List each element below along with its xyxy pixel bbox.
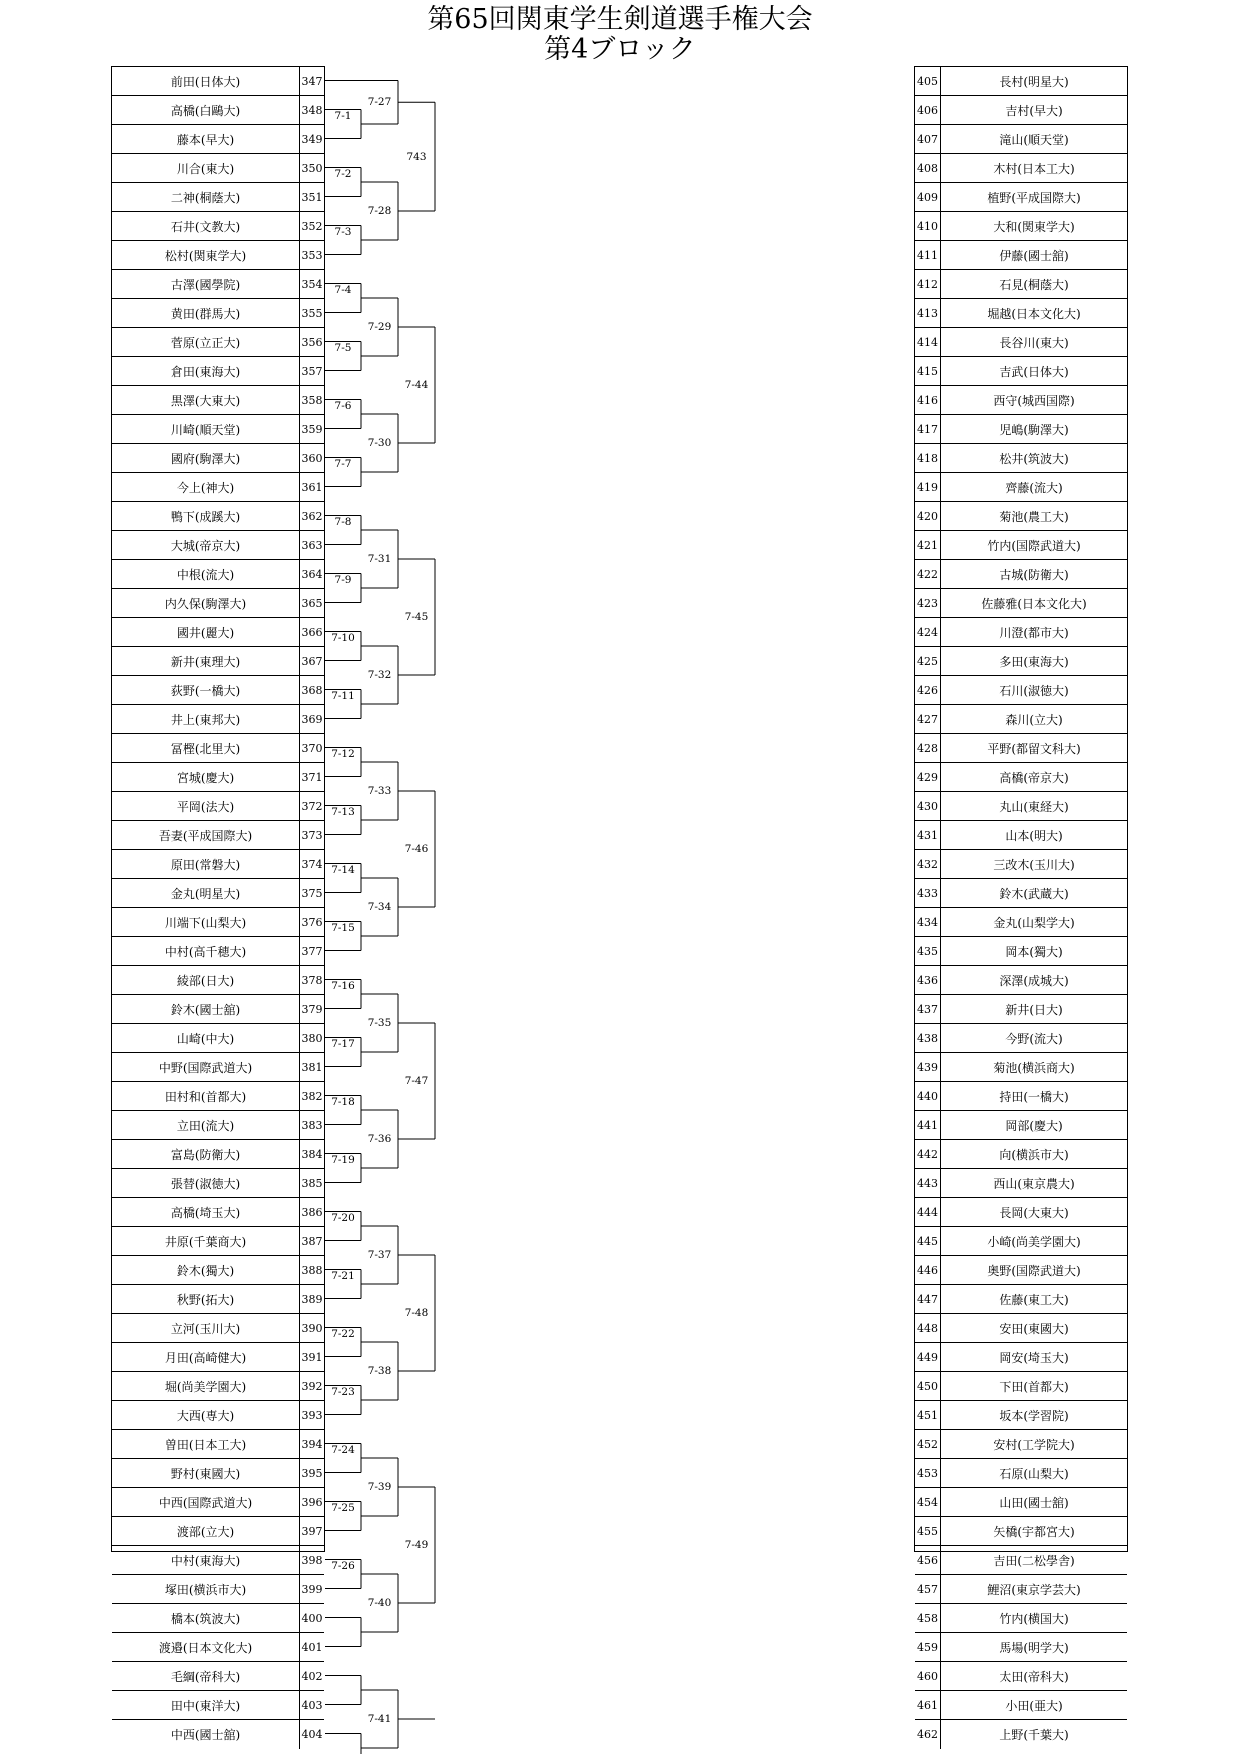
player-name: 吉村(早大) bbox=[941, 96, 1127, 125]
player-number: 377 bbox=[300, 937, 324, 966]
player-number: 401 bbox=[300, 1633, 324, 1662]
player-name: 中根(流大) bbox=[112, 560, 300, 589]
player-number: 387 bbox=[300, 1227, 324, 1256]
player-number: 389 bbox=[300, 1285, 324, 1314]
player-name: 岡本(獨大) bbox=[941, 937, 1127, 966]
match-label-r1: 7-25 bbox=[331, 1502, 355, 1514]
player-name: 長村(明星大) bbox=[941, 67, 1127, 96]
player-number: 373 bbox=[300, 821, 324, 850]
player-name: 冨樫(北里大) bbox=[112, 734, 300, 763]
player-number: 370 bbox=[300, 734, 324, 763]
match-label-r3: 7-47 bbox=[404, 1075, 429, 1087]
player-number: 354 bbox=[300, 270, 324, 299]
player-number: 368 bbox=[300, 676, 324, 705]
player-number: 403 bbox=[300, 1691, 324, 1720]
player-name: 高橋(帝京大) bbox=[941, 763, 1127, 792]
player-name: 張替(淑徳大) bbox=[112, 1169, 300, 1198]
player-name: 三改木(玉川大) bbox=[941, 850, 1127, 879]
player-name: 大和(関東学大) bbox=[941, 212, 1127, 241]
player-name: 鈴木(武蔵大) bbox=[941, 879, 1127, 908]
match-label-r1: 7-26 bbox=[331, 1560, 355, 1572]
player-number: 359 bbox=[300, 415, 324, 444]
match-label-r2: 7-30 bbox=[367, 437, 392, 449]
player-name: 高橋(埼玉大) bbox=[112, 1198, 300, 1227]
player-number: 365 bbox=[300, 589, 324, 618]
player-name: 佐藤雅(日本文化大) bbox=[941, 589, 1127, 618]
match-label-r1: 7-8 bbox=[334, 516, 352, 528]
player-number: 448 bbox=[915, 1314, 941, 1343]
player-number: 412 bbox=[915, 270, 941, 299]
player-number: 427 bbox=[915, 705, 941, 734]
player-number: 453 bbox=[915, 1459, 941, 1488]
player-name: 野村(東國大) bbox=[112, 1459, 300, 1488]
player-name: 菅原(立正大) bbox=[112, 328, 300, 357]
player-name: 中村(東海大) bbox=[112, 1546, 300, 1575]
match-label-r1: 7-4 bbox=[334, 284, 352, 296]
match-label-r3: 7-44 bbox=[404, 379, 429, 391]
player-name: 矢橋(宇都宮大) bbox=[941, 1517, 1127, 1546]
match-label-r1: 7-3 bbox=[334, 226, 352, 238]
player-number: 447 bbox=[915, 1285, 941, 1314]
player-name: 坂本(学習院) bbox=[941, 1401, 1127, 1430]
player-name: 山田(國士舘) bbox=[941, 1488, 1127, 1517]
match-label-r1: 7-10 bbox=[331, 632, 355, 644]
player-name: 多田(東海大) bbox=[941, 647, 1127, 676]
player-name: 井原(千葉商大) bbox=[112, 1227, 300, 1256]
player-name: 石見(桐蔭大) bbox=[941, 270, 1127, 299]
player-number: 413 bbox=[915, 299, 941, 328]
player-name: 立田(流大) bbox=[112, 1111, 300, 1140]
match-label-r2: 7-39 bbox=[367, 1481, 392, 1493]
player-name: 橋本(筑波大) bbox=[112, 1604, 300, 1633]
player-name: 菊池(農工大) bbox=[941, 502, 1127, 531]
player-number: 349 bbox=[300, 125, 324, 154]
player-number: 357 bbox=[300, 357, 324, 386]
player-name: 植野(平成国際大) bbox=[941, 183, 1127, 212]
match-label-r1: 7-13 bbox=[331, 806, 355, 818]
player-name: 深澤(成城大) bbox=[941, 966, 1127, 995]
player-number: 432 bbox=[915, 850, 941, 879]
player-name: 田中(東洋大) bbox=[112, 1691, 300, 1720]
player-name: 森川(立大) bbox=[941, 705, 1127, 734]
player-number: 390 bbox=[300, 1314, 324, 1343]
player-number: 418 bbox=[915, 444, 941, 473]
player-name: 川澄(都市大) bbox=[941, 618, 1127, 647]
player-name: 中西(国際武道大) bbox=[112, 1488, 300, 1517]
player-name: 今野(流大) bbox=[941, 1024, 1127, 1053]
player-name: 前田(日体大) bbox=[112, 67, 300, 96]
player-number: 462 bbox=[915, 1720, 941, 1749]
match-label-r2: 7-35 bbox=[367, 1017, 392, 1029]
player-number: 367 bbox=[300, 647, 324, 676]
player-number: 404 bbox=[301, 1728, 323, 1741]
player-number: 371 bbox=[300, 763, 324, 792]
player-name: 吉武(日体大) bbox=[941, 357, 1127, 386]
player-name: 川合(東大) bbox=[112, 154, 300, 183]
player-name: 國府(駒澤大) bbox=[112, 444, 300, 473]
player-name: 大城(帝京大) bbox=[112, 531, 300, 560]
player-name: 二神(桐蔭大) bbox=[112, 183, 300, 212]
player-name: 松井(筑波大) bbox=[941, 444, 1127, 473]
player-name: 川端下(山梨大) bbox=[112, 908, 300, 937]
player-number: 438 bbox=[915, 1024, 941, 1053]
player-number: 396 bbox=[300, 1488, 324, 1517]
player-number: 424 bbox=[915, 618, 941, 647]
player-number: 374 bbox=[300, 850, 324, 879]
player-number: 376 bbox=[300, 908, 324, 937]
match-label-r2: 7-36 bbox=[367, 1133, 392, 1145]
player-number: 382 bbox=[300, 1082, 324, 1111]
match-label-r1: 7-14 bbox=[331, 864, 355, 876]
player-name: 原田(常磐大) bbox=[112, 850, 300, 879]
player-number: 351 bbox=[300, 183, 324, 212]
player-number: 400 bbox=[300, 1604, 324, 1633]
player-name: 田村和(首都大) bbox=[112, 1082, 300, 1111]
match-label-r1: 7-22 bbox=[331, 1328, 355, 1340]
player-name: 内久保(駒澤大) bbox=[112, 589, 300, 618]
player-number: 394 bbox=[300, 1430, 324, 1459]
tournament-title: 第65回関東学生剣道選手権大会 bbox=[427, 4, 813, 35]
player-name: 長岡(大東大) bbox=[941, 1198, 1127, 1227]
match-label-r2: 7-40 bbox=[367, 1597, 392, 1609]
match-label-r3: 7-45 bbox=[404, 611, 429, 623]
match-label-r1: 7-19 bbox=[331, 1154, 355, 1166]
match-label-r1: 7-1 bbox=[334, 110, 352, 122]
player-name: 井上(東邦大) bbox=[112, 705, 300, 734]
player-name: 向(横浜市大) bbox=[941, 1140, 1127, 1169]
player-name: 上野(千葉大) bbox=[999, 1728, 1069, 1742]
player-number: 430 bbox=[915, 792, 941, 821]
player-number: 440 bbox=[915, 1082, 941, 1111]
player-number: 405 bbox=[915, 67, 941, 96]
player-name: 國井(麗大) bbox=[112, 618, 300, 647]
player-number: 358 bbox=[300, 386, 324, 415]
player-name: 金丸(山梨学大) bbox=[941, 908, 1127, 937]
player-name: 渡邉(日本文化大) bbox=[112, 1633, 300, 1662]
player-number: 381 bbox=[300, 1053, 324, 1082]
player-name: 平岡(法大) bbox=[112, 792, 300, 821]
match-label-r2: 7-37 bbox=[367, 1249, 392, 1261]
match-label-r2: 7-41 bbox=[367, 1713, 392, 1725]
player-number: 363 bbox=[300, 531, 324, 560]
player-number: 436 bbox=[915, 966, 941, 995]
player-number: 380 bbox=[300, 1024, 324, 1053]
player-number: 378 bbox=[300, 966, 324, 995]
player-number: 458 bbox=[915, 1604, 941, 1633]
player-name: 新井(東理大) bbox=[112, 647, 300, 676]
match-label-r1: 7-16 bbox=[331, 980, 355, 992]
player-number: 383 bbox=[300, 1111, 324, 1140]
match-label-r2: 7-34 bbox=[367, 901, 392, 913]
player-number: 425 bbox=[915, 647, 941, 676]
player-number: 350 bbox=[300, 154, 324, 183]
player-name: 菊池(横浜商大) bbox=[941, 1053, 1127, 1082]
player-name: 木村(日本工大) bbox=[941, 154, 1127, 183]
player-number: 360 bbox=[300, 444, 324, 473]
player-name: 安村(工学院大) bbox=[941, 1430, 1127, 1459]
player-name: 鴨下(成蹊大) bbox=[112, 502, 300, 531]
player-name: 平野(都留文科大) bbox=[941, 734, 1127, 763]
player-number: 364 bbox=[300, 560, 324, 589]
player-name: 伊藤(國士舘) bbox=[941, 241, 1127, 270]
player-number: 361 bbox=[300, 473, 324, 502]
player-name: 岡安(埼玉大) bbox=[941, 1343, 1127, 1372]
player-name: 山本(明大) bbox=[941, 821, 1127, 850]
player-number: 444 bbox=[915, 1198, 941, 1227]
match-label-r2: 7-29 bbox=[367, 321, 392, 333]
player-number: 419 bbox=[915, 473, 941, 502]
match-label-r3: 7-49 bbox=[404, 1539, 429, 1551]
player-name: 滝山(順天堂) bbox=[941, 125, 1127, 154]
player-number: 442 bbox=[915, 1140, 941, 1169]
player-name: 小崎(尚美学園大) bbox=[941, 1227, 1127, 1256]
player-name: 高橋(白鷗大) bbox=[112, 96, 300, 125]
player-number: 347 bbox=[300, 67, 324, 96]
match-label-r1: 7-17 bbox=[331, 1038, 355, 1050]
player-name: 立河(玉川大) bbox=[112, 1314, 300, 1343]
player-name: 吾妻(平成国際大) bbox=[112, 821, 300, 850]
player-number: 355 bbox=[300, 299, 324, 328]
player-name: 荻野(一橋大) bbox=[112, 676, 300, 705]
match-label-r1: 7-9 bbox=[334, 574, 352, 586]
player-number: 386 bbox=[300, 1198, 324, 1227]
player-name: 曽田(日本工大) bbox=[112, 1430, 300, 1459]
player-name: 小田(亜大) bbox=[941, 1691, 1127, 1720]
player-number: 366 bbox=[300, 618, 324, 647]
player-number: 441 bbox=[915, 1111, 941, 1140]
player-number: 454 bbox=[915, 1488, 941, 1517]
player-name: 鈴木(國士舘) bbox=[112, 995, 300, 1024]
player-name: 新井(日大) bbox=[941, 995, 1127, 1024]
player-number: 369 bbox=[300, 705, 324, 734]
player-name: 竹内(横国大) bbox=[941, 1604, 1127, 1633]
player-name: 吉田(二松學舎) bbox=[941, 1546, 1127, 1575]
player-number: 457 bbox=[915, 1575, 941, 1604]
player-number: 422 bbox=[915, 560, 941, 589]
player-number: 456 bbox=[915, 1546, 941, 1575]
player-number: 428 bbox=[915, 734, 941, 763]
player-name: 中野(国際武道大) bbox=[112, 1053, 300, 1082]
player-number: 410 bbox=[915, 212, 941, 241]
match-label-r2: 7-32 bbox=[367, 669, 392, 681]
player-number: 375 bbox=[300, 879, 324, 908]
player-number: 362 bbox=[300, 502, 324, 531]
player-name: 黒澤(大東大) bbox=[112, 386, 300, 415]
player-name: 持田(一橋大) bbox=[941, 1082, 1127, 1111]
player-number: 372 bbox=[300, 792, 324, 821]
match-label-r1: 7-7 bbox=[334, 458, 352, 470]
player-name: 中村(高千穂大) bbox=[112, 937, 300, 966]
match-label-r1: 7-12 bbox=[331, 748, 355, 760]
player-number: 449 bbox=[915, 1343, 941, 1372]
player-name: 月田(高崎健大) bbox=[112, 1343, 300, 1372]
player-number: 429 bbox=[915, 763, 941, 792]
player-name: 佐藤(東工大) bbox=[941, 1285, 1127, 1314]
player-number: 421 bbox=[915, 531, 941, 560]
player-number: 433 bbox=[915, 879, 941, 908]
player-number: 402 bbox=[300, 1662, 324, 1691]
player-number: 420 bbox=[915, 502, 941, 531]
player-number: 417 bbox=[915, 415, 941, 444]
player-number: 435 bbox=[915, 937, 941, 966]
player-number: 352 bbox=[300, 212, 324, 241]
player-name: 西守(城西国際) bbox=[941, 386, 1127, 415]
player-name: 奥野(国際武道大) bbox=[941, 1256, 1127, 1285]
player-number: 388 bbox=[300, 1256, 324, 1285]
player-number: 446 bbox=[915, 1256, 941, 1285]
match-label-r2: 7-38 bbox=[367, 1365, 392, 1377]
player-name: 大西(専大) bbox=[112, 1401, 300, 1430]
player-name: 石川(淑徳大) bbox=[941, 676, 1127, 705]
player-number: 406 bbox=[915, 96, 941, 125]
player-number: 451 bbox=[915, 1401, 941, 1430]
player-name: 川崎(順天堂) bbox=[112, 415, 300, 444]
player-number: 459 bbox=[915, 1633, 941, 1662]
match-label-r3: 7-48 bbox=[404, 1307, 429, 1319]
player-name: 堀(尚美学園大) bbox=[112, 1372, 300, 1401]
player-name: 堀越(日本文化大) bbox=[941, 299, 1127, 328]
player-name: 宮城(慶大) bbox=[112, 763, 300, 792]
player-name: 古城(防衛大) bbox=[941, 560, 1127, 589]
player-number: 450 bbox=[915, 1372, 941, 1401]
player-number: 391 bbox=[300, 1343, 324, 1372]
player-name: 塚田(横浜市大) bbox=[112, 1575, 300, 1604]
player-number: 392 bbox=[300, 1372, 324, 1401]
match-label-r1: 7-20 bbox=[331, 1212, 355, 1224]
player-number: 460 bbox=[915, 1662, 941, 1691]
player-name: 中西(國士舘) bbox=[112, 1720, 300, 1749]
player-number: 426 bbox=[915, 676, 941, 705]
player-name: 黄田(群馬大) bbox=[112, 299, 300, 328]
player-name: 藤本(早大) bbox=[112, 125, 300, 154]
player-name: 竹内(国際武道大) bbox=[941, 531, 1127, 560]
player-name: 丸山(東経大) bbox=[941, 792, 1127, 821]
player-number: 409 bbox=[915, 183, 941, 212]
player-number: 353 bbox=[300, 241, 324, 270]
player-name: 松村(関東学大) bbox=[112, 241, 300, 270]
match-label-r1: 7-23 bbox=[331, 1386, 355, 1398]
player-name: 古澤(國學院) bbox=[112, 270, 300, 299]
match-label-r1: 7-18 bbox=[331, 1096, 355, 1108]
player-number: 407 bbox=[915, 125, 941, 154]
player-number: 395 bbox=[300, 1459, 324, 1488]
player-number: 411 bbox=[915, 241, 941, 270]
player-number: 437 bbox=[915, 995, 941, 1024]
player-number: 439 bbox=[915, 1053, 941, 1082]
player-name: 安田(東國大) bbox=[941, 1314, 1127, 1343]
player-number: 452 bbox=[915, 1430, 941, 1459]
player-number: 397 bbox=[300, 1517, 324, 1546]
player-name: 今上(神大) bbox=[112, 473, 300, 502]
match-label-r1: 7-6 bbox=[334, 400, 352, 412]
player-name: 渡部(立大) bbox=[112, 1517, 300, 1546]
player-number: 415 bbox=[915, 357, 941, 386]
player-name: 石井(文教大) bbox=[112, 212, 300, 241]
player-number: 398 bbox=[300, 1546, 324, 1575]
player-number: 445 bbox=[915, 1227, 941, 1256]
player-name: 金丸(明星大) bbox=[112, 879, 300, 908]
player-name: 岡部(慶大) bbox=[941, 1111, 1127, 1140]
player-name: 山崎(中大) bbox=[112, 1024, 300, 1053]
player-name: 西山(東京農大) bbox=[941, 1169, 1127, 1198]
player-number: 416 bbox=[915, 386, 941, 415]
player-name: 馬場(明学大) bbox=[941, 1633, 1127, 1662]
match-label-r2: 7-27 bbox=[367, 96, 392, 109]
player-number: 393 bbox=[300, 1401, 324, 1430]
player-number: 434 bbox=[915, 908, 941, 937]
player-name: 倉田(東海大) bbox=[112, 357, 300, 386]
match-label-r1: 7-15 bbox=[331, 922, 355, 934]
match-label-r2: 7-31 bbox=[367, 553, 392, 565]
player-name: 太田(帝科大) bbox=[941, 1662, 1127, 1691]
player-number: 408 bbox=[915, 154, 941, 183]
player-number: 431 bbox=[915, 821, 941, 850]
player-number: 414 bbox=[915, 328, 941, 357]
player-number: 356 bbox=[300, 328, 324, 357]
match-label-r2: 7-28 bbox=[367, 205, 392, 217]
player-name: 鈴木(獨大) bbox=[112, 1256, 300, 1285]
player-name: 毛綱(帝科大) bbox=[112, 1662, 300, 1691]
match-label-r3: 743 bbox=[406, 150, 427, 163]
player-number: 443 bbox=[915, 1169, 941, 1198]
player-name: 長谷川(東大) bbox=[941, 328, 1127, 357]
player-number: 379 bbox=[300, 995, 324, 1024]
match-label-r1: 7-5 bbox=[334, 342, 352, 354]
player-name: 齊藤(流大) bbox=[941, 473, 1127, 502]
player-number: 399 bbox=[300, 1575, 324, 1604]
match-label-r1: 7-24 bbox=[331, 1444, 355, 1456]
player-name: 下田(首都大) bbox=[941, 1372, 1127, 1401]
player-number: 348 bbox=[300, 96, 324, 125]
match-label-r3: 7-46 bbox=[404, 843, 429, 855]
player-name: 秋野(拓大) bbox=[112, 1285, 300, 1314]
player-name: 石原(山梨大) bbox=[941, 1459, 1127, 1488]
player-number: 385 bbox=[300, 1169, 324, 1198]
match-label-r1: 7-2 bbox=[334, 168, 352, 180]
match-label-r1: 7-11 bbox=[331, 690, 355, 702]
player-number: 455 bbox=[915, 1517, 941, 1546]
block-subtitle: 第4ブロック bbox=[544, 34, 696, 65]
player-number: 384 bbox=[300, 1140, 324, 1169]
match-label-r2: 7-33 bbox=[367, 785, 392, 797]
player-number: 423 bbox=[915, 589, 941, 618]
player-name: 富島(防衛大) bbox=[112, 1140, 300, 1169]
player-number: 461 bbox=[915, 1691, 941, 1720]
player-name: 鯉沼(東京学芸大) bbox=[941, 1575, 1127, 1604]
player-name: 綾部(日大) bbox=[112, 966, 300, 995]
match-label-r1: 7-21 bbox=[331, 1270, 355, 1282]
player-name: 児嶋(駒澤大) bbox=[941, 415, 1127, 444]
